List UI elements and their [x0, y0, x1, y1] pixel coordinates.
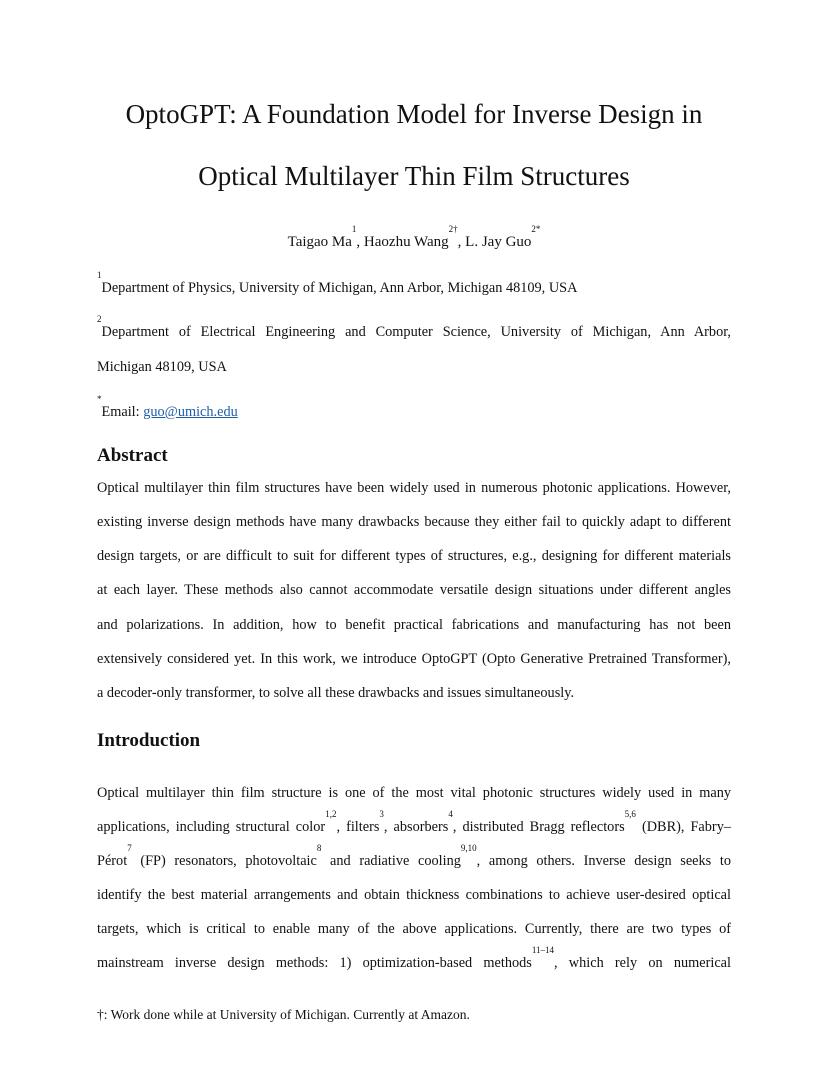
- abstract-line: extensively considered yet. In this work, we introduce OptoGPT (Opto Generative Pretrained Transformer),: [97, 651, 731, 667]
- abstract-line: a decoder-only transformer, to solve all these drawbacks and issues simultaneously.: [97, 685, 575, 701]
- author-name: Taigao Ma: [287, 234, 352, 250]
- introduction-line: [97, 945, 731, 973]
- introduction-line: [97, 809, 731, 837]
- affiliation-2: [97, 314, 731, 342]
- paper-title-line-2: Optical Multilayer Thin Film Structures: [198, 161, 630, 191]
- affiliation-text: Department of Electrical Engineering and Computer Science, University of Michigan, Ann Arbor,: [101, 324, 731, 340]
- introduction-line: targets, which is critical to enable many of the above applications. Currently, there are two types of: [97, 921, 731, 937]
- affiliation-text: Department of Physics, University of Michigan, Ann Arbor, Michigan 48109, USA: [101, 280, 578, 296]
- introduction-text: , which rely on numerical: [554, 955, 731, 971]
- introduction-text: , absorbers: [383, 819, 449, 835]
- affiliation-mark: 1: [97, 270, 102, 280]
- abstract-line: design targets, or are difficult to suit for different types of structures, e.g., designing for different materials: [97, 548, 731, 564]
- abstract-line: existing inverse design methods have many drawbacks because they either fail to quickly adapt to different: [97, 514, 731, 530]
- introduction-text: , filters: [336, 819, 380, 835]
- footnote-mark: †: [97, 1007, 104, 1022]
- citation-mark: 7: [127, 843, 132, 853]
- author-separator: ,: [356, 234, 364, 250]
- email-link[interactable]: guo@umich.edu: [143, 404, 238, 420]
- author-affiliation-mark: 2†: [448, 224, 458, 234]
- author-affiliation-mark: 2*: [531, 224, 541, 234]
- introduction-line: Optical multilayer thin film structure is one of the most vital photonic structures widely used in many: [97, 785, 731, 801]
- contact-email: [97, 394, 731, 422]
- citation-mark: 1,2: [325, 809, 337, 819]
- abstract-line: at each layer. These methods also cannot accommodate versatile design situations under different angles: [97, 582, 731, 598]
- introduction-text: (FP) resonators, photovoltaic: [131, 853, 317, 869]
- introduction-line: [97, 843, 732, 871]
- citation-mark: 11–14: [531, 945, 555, 955]
- introduction-text: mainstream inverse design methods: 1) optimization-based methods: [97, 955, 532, 971]
- introduction-text: , distributed Bragg reflectors: [452, 819, 625, 835]
- affiliation-2-continued: Michigan 48109, USA: [97, 359, 227, 375]
- footnote: [97, 1006, 470, 1024]
- author-list: [0, 224, 828, 252]
- author-name: L. Jay Guo: [465, 234, 532, 250]
- paper-title-line-1: OptoGPT: A Foundation Model for Inverse Design in: [125, 99, 703, 129]
- citation-mark: 3: [379, 809, 384, 819]
- email-label: Email:: [101, 404, 144, 420]
- introduction-heading: Introduction: [97, 730, 201, 751]
- introduction-text: applications, including structural color: [97, 819, 326, 835]
- corresponding-mark: *: [97, 394, 102, 404]
- affiliation-mark: 2: [97, 314, 102, 324]
- introduction-line: identify the best material arrangements and obtain thickness combinations to achieve user-desired optical: [97, 887, 731, 903]
- introduction-text: and radiative cooling: [321, 853, 461, 869]
- introduction-text: , among others. Inverse design seeks to: [476, 853, 732, 869]
- introduction-text: (DBR), Fabry–: [635, 819, 731, 835]
- affiliation-1: [97, 270, 731, 298]
- citation-mark: 5,6: [624, 809, 636, 819]
- abstract-heading: Abstract: [97, 445, 168, 466]
- citation-mark: 9,10: [460, 843, 477, 853]
- author-separator: ,: [457, 234, 466, 250]
- citation-mark: 4: [448, 809, 453, 819]
- abstract-line: Optical multilayer thin film structures have been widely used in numerous photonic applications. However,: [97, 480, 731, 496]
- abstract-line: and polarizations. In addition, how to benefit practical fabrications and manufacturing has not been: [97, 617, 731, 633]
- author-affiliation-mark: 1: [351, 224, 357, 234]
- footnote-text: : Work done while at University of Michigan. Currently at Amazon.: [103, 1007, 470, 1022]
- introduction-text: Pérot: [97, 853, 128, 869]
- citation-mark: 8: [316, 843, 322, 853]
- author-name: Haozhu Wang: [363, 234, 449, 250]
